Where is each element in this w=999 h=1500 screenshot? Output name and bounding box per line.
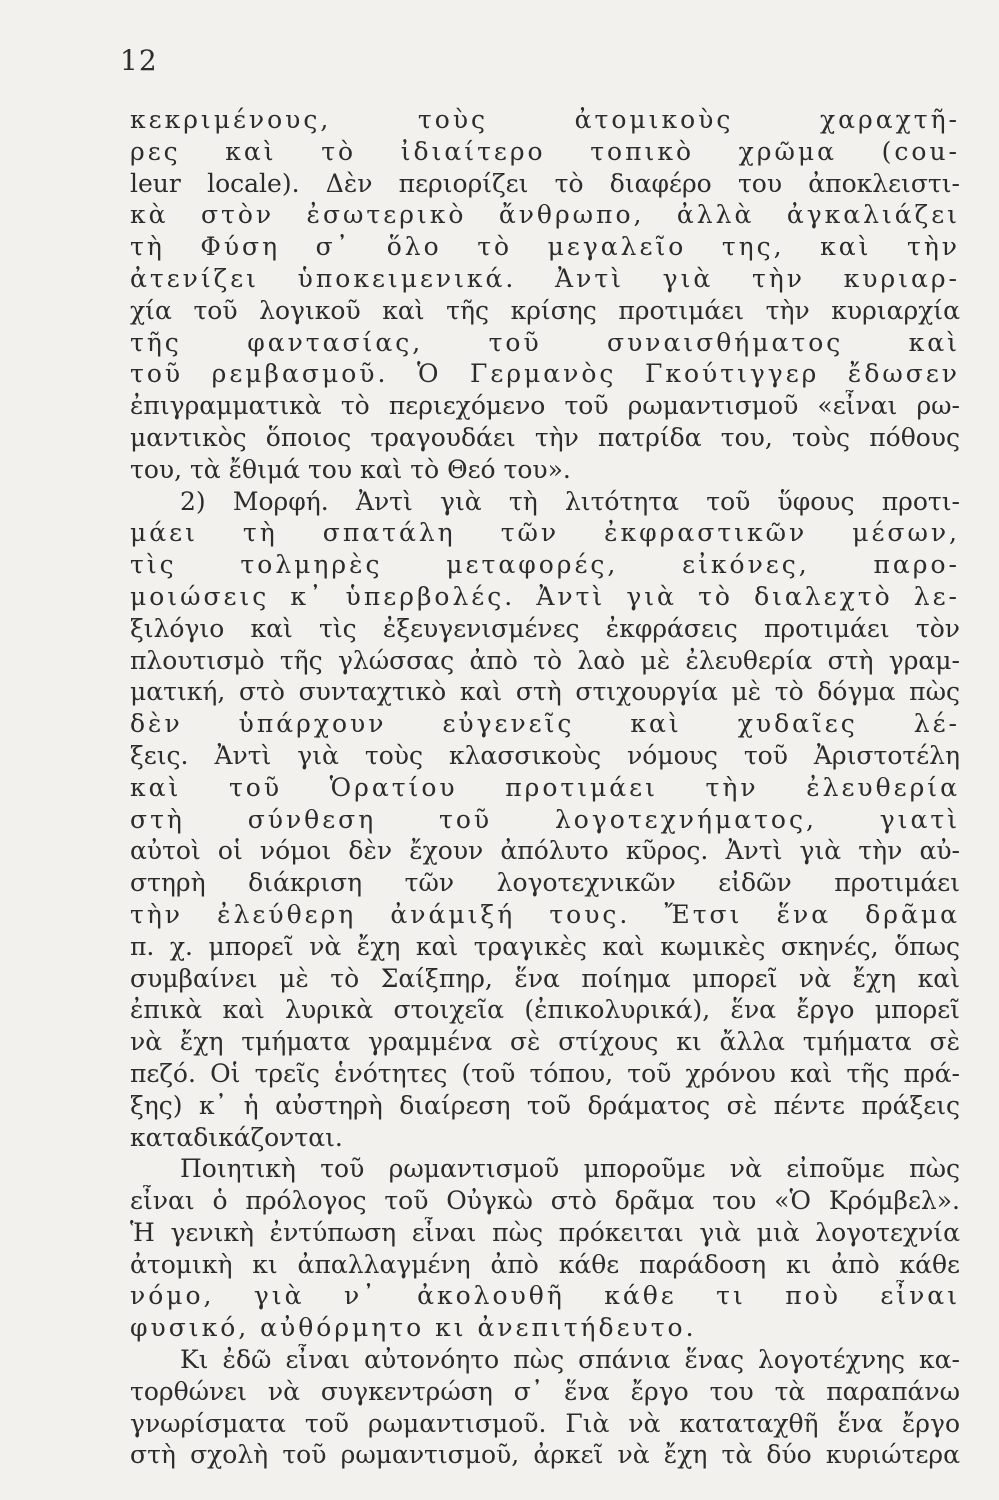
text-line: νόμο, γιὰ ν᾿ ἀκολουθῆ κάθε τι ποὺ εἶναι bbox=[130, 1281, 960, 1311]
text-line: καταδικάζονται. bbox=[130, 1122, 343, 1152]
text-line: κὰ στὸν ἐσωτερικὸ ἄνθρωπο, ἀλλὰ ἀγκαλιάζει bbox=[130, 200, 960, 230]
text-line: ἀτομικὴ κι ἀπαλλαγμένη ἀπὸ κάθε παράδοση κι ἀπὸ κάθε bbox=[130, 1249, 960, 1279]
text-line: του, τὰ ἔθιμά του καὶ τὸ Θεό του». bbox=[130, 454, 571, 484]
text-line: ξιλόγιο καὶ τὶς ἐξευγενισμένες ἐκφράσεις προτιμάει τὸν bbox=[130, 613, 960, 643]
text-line: μοιώσεις κ᾿ ὑπερβολές. Ἀντὶ γιὰ τὸ διαλεχτὸ λε- bbox=[130, 581, 960, 611]
text-line: Ποιητικὴ τοῦ ρωμαντισμοῦ μποροῦμε νὰ εἰποῦμε πὼς bbox=[180, 1154, 960, 1184]
text-line: πλουτισμὸ τῆς γλώσσας ἀπὸ τὸ λαὸ μὲ ἐλευθερία στὴ γραμ- bbox=[130, 645, 960, 675]
text-line: ἀτενίζει ὑποκειμενικά. Ἀντὶ γιὰ τὴν κυριαρ- bbox=[130, 263, 960, 293]
text-line: ἐπιγραμματικὰ τὸ περιεχόμενο τοῦ ρωμαντισμοῦ «εἶναι ρω- bbox=[130, 391, 960, 421]
text-line: ξεις. Ἀντὶ γιὰ τοὺς κλασσικοὺς νόμους τοῦ Ἀριστοτέλη bbox=[130, 740, 960, 770]
text-line: τὴν ἐλεύθερη ἀνάμιξή τους. Ἔτσι ἕνα δρᾶμα bbox=[130, 899, 960, 929]
text-line: ἐπικὰ καὶ λυρικὰ στοιχεῖα (ἐπικολυρικά), ἕνα ἔργο μπορεῖ bbox=[130, 995, 960, 1025]
text-line: τὴ Φύση σ᾿ ὅλο τὸ μεγαλεῖο της, καὶ τὴν bbox=[130, 232, 960, 262]
text-line: 2) Μορφή. Ἀντὶ γιὰ τὴ λιτότητα τοῦ ὕφους προτι- bbox=[180, 486, 960, 516]
text-line: τῆς φαντασίας, τοῦ συναισθήματος καὶ bbox=[130, 327, 960, 357]
text-line: χία τοῦ λογικοῦ καὶ τῆς κρίσης προτιμάει τὴν κυριαρχία bbox=[130, 295, 960, 325]
text-line: leur locale). Δὲν περιορίζει τὸ διαφέρο του ἀποκλειστι- bbox=[130, 168, 960, 198]
text-line: εἶναι ὁ πρόλογος τοῦ Οὐγκὼ στὸ δρᾶμα του «Ὁ Κρόμβελ». bbox=[130, 1186, 960, 1216]
text-line: τοῦ ρεμβασμοῦ. Ὁ Γερμανὸς Γκούτιγγερ ἔδωσεν bbox=[130, 359, 960, 389]
text-line: στηρὴ διάκριση τῶν λογοτεχνικῶν εἰδῶν προτιμάει bbox=[130, 868, 960, 898]
text-line: πεζό. Οἱ τρεῖς ἑνότητες (τοῦ τόπου, τοῦ χρόνου καὶ τῆς πρά- bbox=[130, 1058, 960, 1088]
text-line: καὶ τοῦ Ὁρατίου προτιμάει τὴν ἐλευθερία bbox=[130, 772, 960, 802]
text-line: ματική, στὸ συνταχτικὸ καὶ στὴ στιχουργία μὲ τὸ δόγμα πὼς bbox=[130, 677, 960, 707]
body-text bbox=[130, 104, 960, 1471]
text-line: Κι ἐδῶ εἶναι αὐτονόητο πὼς σπάνια ἕνας λογοτέχνης κα- bbox=[180, 1345, 960, 1375]
text-line: φυσικό, αὐθόρμητο κι ἀνεπιτήδευτο. bbox=[130, 1313, 697, 1343]
text-line: τορθώνει νὰ συγκεντρώση σ᾿ ἕνα ἔργο του τὰ παραπάνω bbox=[130, 1376, 960, 1406]
text-line: ξης) κ᾿ ἡ αὐστηρὴ διαίρεση τοῦ δράματος σὲ πέντε πράξεις bbox=[130, 1090, 960, 1120]
page-number: 12 bbox=[120, 44, 158, 77]
text-line: Ἡ γενικὴ ἐντύπωση εἶναι πὼς πρόκειται γιὰ μιὰ λογοτεχνία bbox=[130, 1217, 960, 1247]
text-line: στὴ σύνθεση τοῦ λογοτεχνήματος, γιατὶ bbox=[130, 804, 960, 834]
text-line: τὶς τολμηρὲς μεταφορές, εἰκόνες, παρο- bbox=[130, 550, 960, 580]
text-line: ρες καὶ τὸ ἰδιαίτερο τοπικὸ χρῶμα (cou- bbox=[130, 136, 960, 166]
text-line: γνωρίσματα τοῦ ρωμαντισμοῦ. Γιὰ νὰ καταταχθῆ ἕνα ἔργο bbox=[130, 1408, 960, 1438]
text-line: στὴ σχολὴ τοῦ ρωμαντισμοῦ, ἀρκεῖ νὰ ἔχη τὰ δύο κυριώτερα bbox=[130, 1440, 960, 1470]
text-line: νὰ ἔχη τμήματα γραμμένα σὲ στίχους κι ἄλλα τμήματα σὲ bbox=[130, 1027, 960, 1057]
text-line: κεκριμένους, τοὺς ἀτομικοὺς χαραχτῆ- bbox=[130, 105, 960, 134]
text-line: μάει τὴ σπατάλη τῶν ἐκφραστικῶν μέσων, bbox=[130, 518, 960, 548]
text-line: αὐτοὶ οἱ νόμοι δὲν ἔχουν ἀπόλυτο κῦρος. Ἀντὶ γιὰ τὴν αὐ- bbox=[130, 836, 960, 866]
text-line: π. χ. μπορεῖ νὰ ἔχη καὶ τραγικὲς καὶ κωμικὲς σκηνές, ὅπως bbox=[130, 931, 960, 961]
text-line: δὲν ὑπάρχουν εὐγενεῖς καὶ χυδαῖες λέ- bbox=[130, 709, 960, 739]
text-line: μαντικὸς ὅποιος τραγουδάει τὴν πατρίδα του, τοὺς πόθους bbox=[130, 422, 960, 452]
text-line: συμβαίνει μὲ τὸ Σαίξπηρ, ἕνα ποίημα μπορεῖ νὰ ἔχη καὶ bbox=[130, 963, 960, 993]
